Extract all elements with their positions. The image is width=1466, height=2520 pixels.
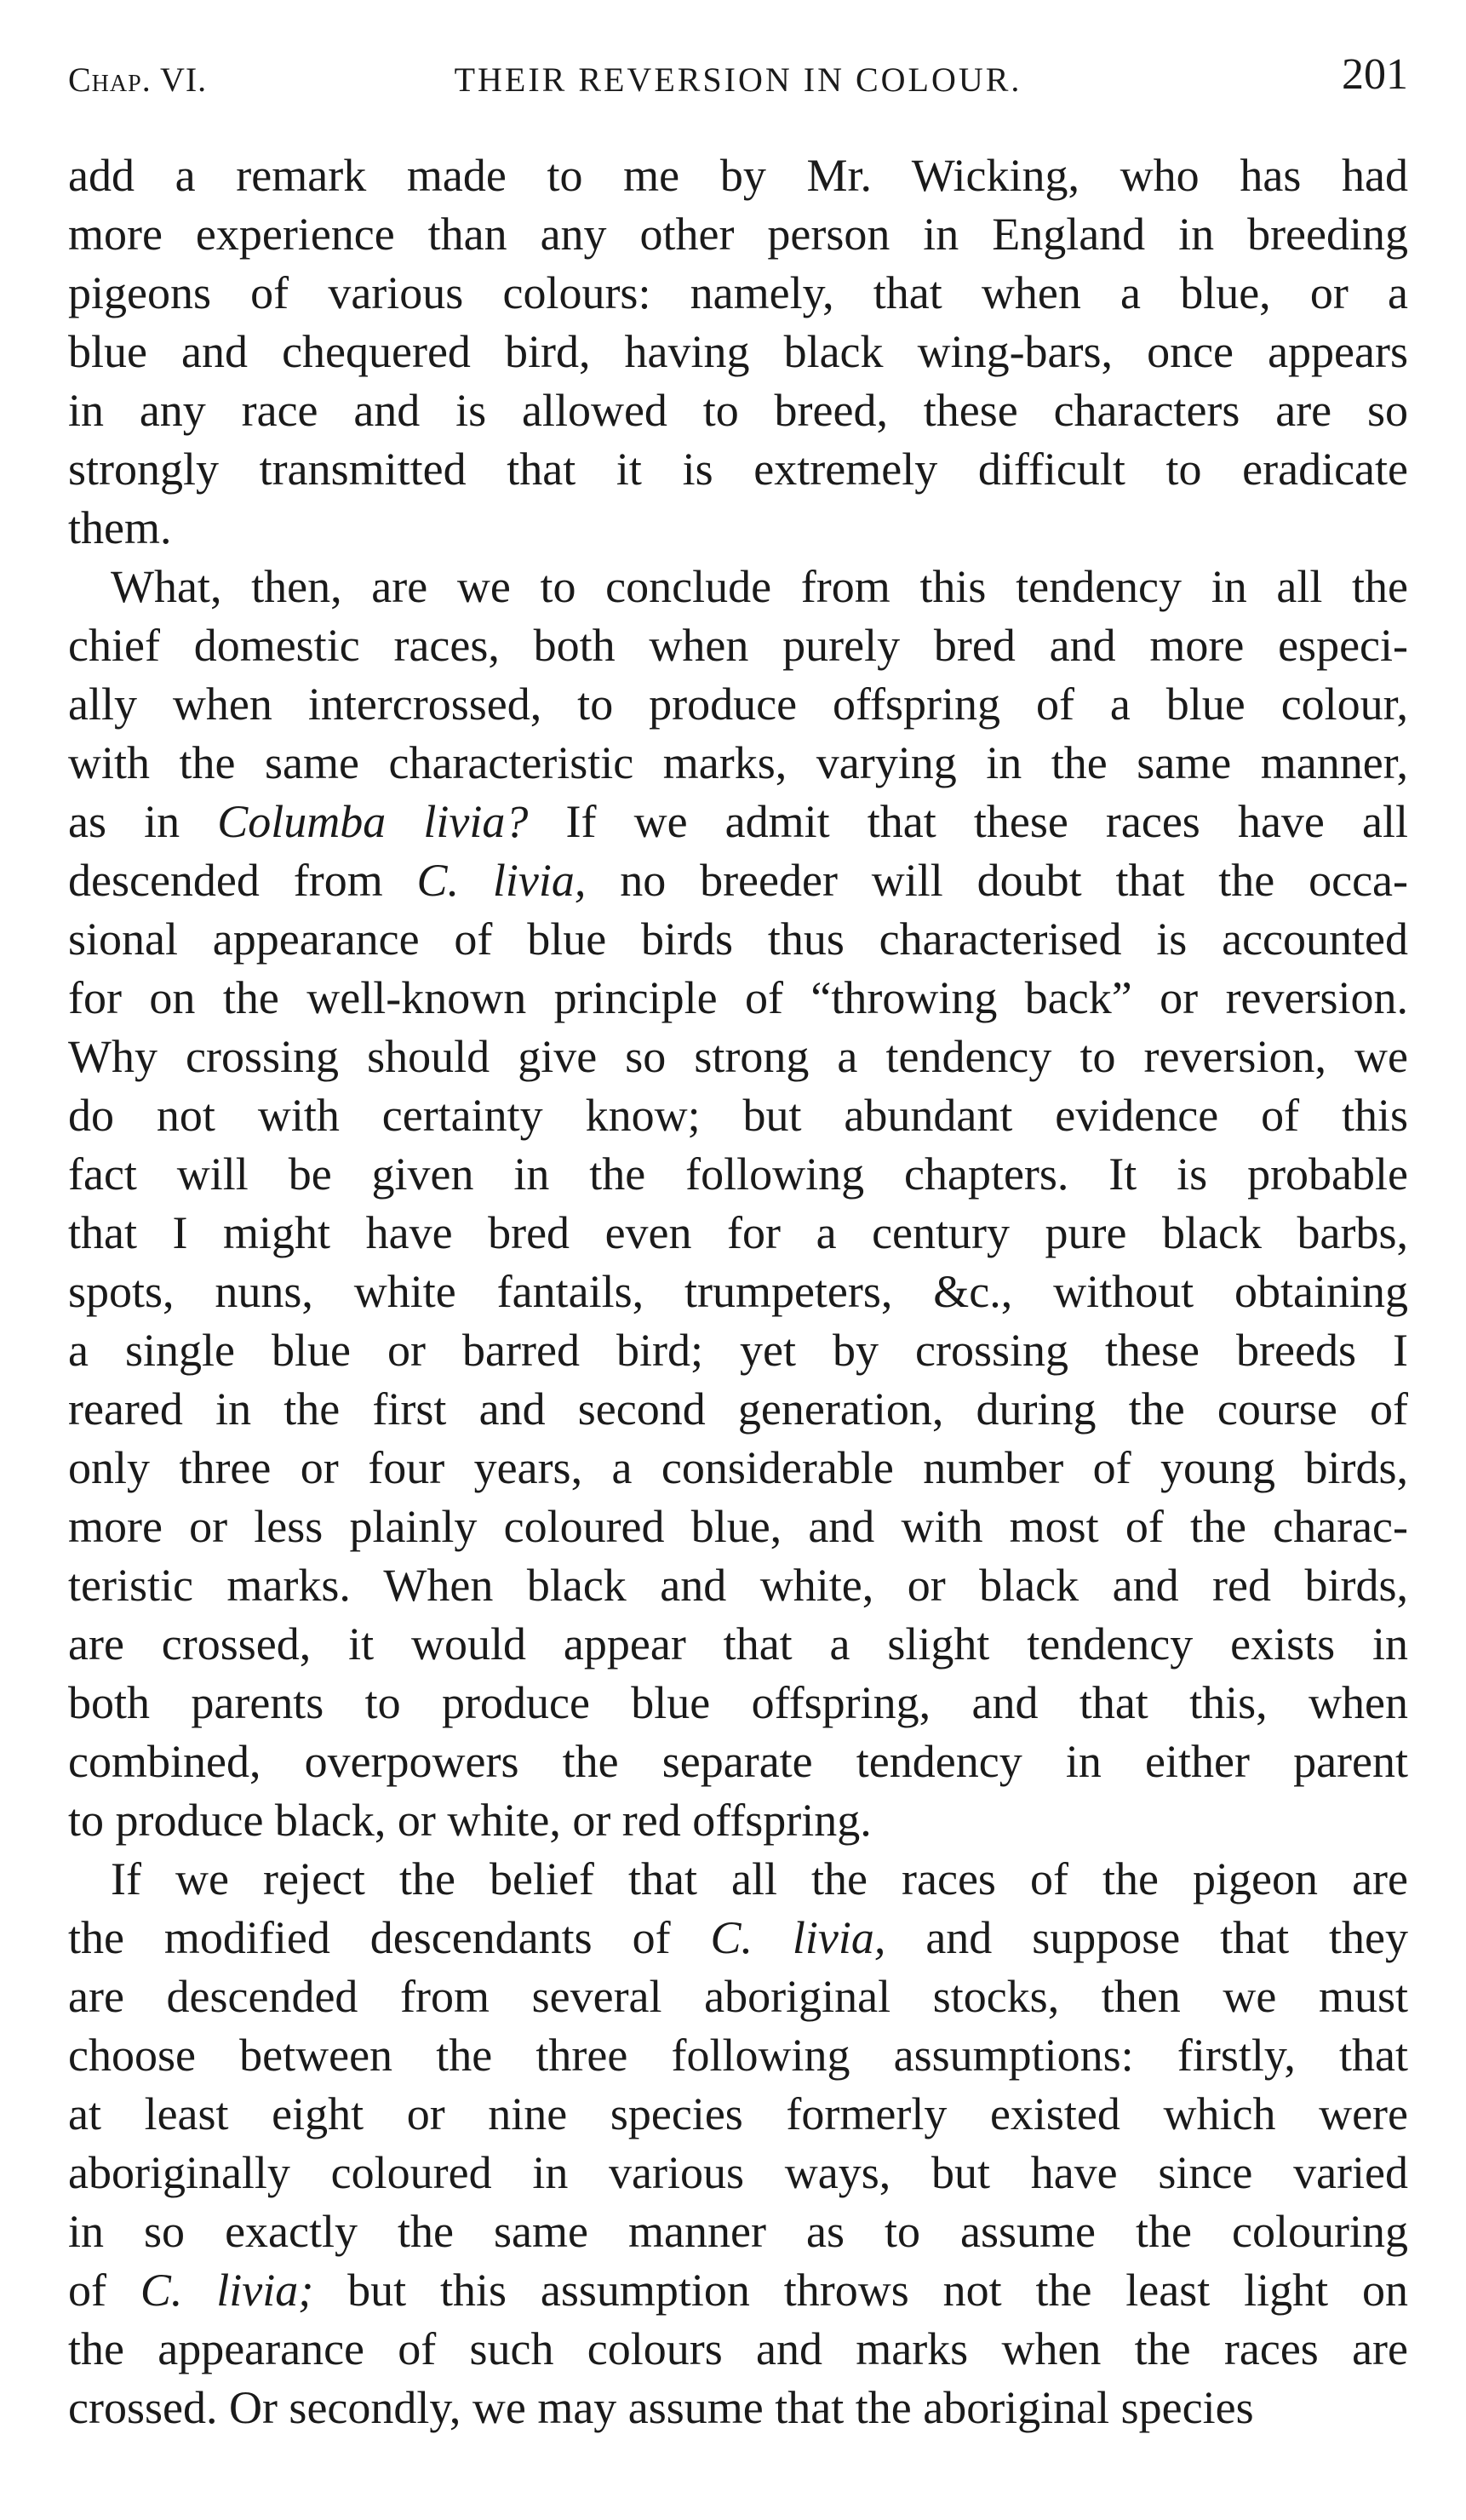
text-run: If we admit that these races have all <box>528 796 1408 847</box>
text-line <box>68 1380 1408 1439</box>
paragraph <box>68 146 1408 558</box>
text-run: are descended from several aboriginal stocks, then we must <box>68 1971 1408 2022</box>
text-run: only three or four years, a considerable number of young birds, <box>68 1442 1408 1493</box>
paragraph <box>68 1850 1408 2437</box>
text-line <box>68 1732 1408 1791</box>
text-line <box>68 2379 1408 2437</box>
text-line <box>68 440 1408 499</box>
page-header <box>68 49 1408 109</box>
text-run: in any race and is allowed to breed, these characters are so <box>68 385 1408 436</box>
text-line <box>68 205 1408 264</box>
paragraph <box>68 558 1408 1850</box>
text-line <box>68 2261 1408 2320</box>
text-run: fact will be given in the following chapters. It is probable <box>68 1148 1408 1200</box>
text-line <box>68 793 1408 851</box>
text-run: as in <box>68 796 218 847</box>
text-run: for on the well-known principle of “throwing back” or reversion. <box>68 972 1408 1023</box>
text-line <box>68 734 1408 793</box>
text-run: in so exactly the same manner as to assume the colouring <box>68 2206 1408 2257</box>
text-run: chief domestic races, both when purely bred and more especi- <box>68 620 1408 671</box>
text-run: teristic marks. When black and white, or black and red birds, <box>68 1560 1408 1611</box>
text-line <box>68 910 1408 969</box>
italic-text: C. livia; <box>140 2265 314 2316</box>
text-line <box>68 1028 1408 1086</box>
text-run: add a remark made to me by Mr. Wicking, who has had <box>68 150 1408 201</box>
text-run: with the same characteristic marks, varying in the same manner, <box>68 737 1408 788</box>
text-run: choose between the three following assumptions: firstly, that <box>68 2030 1408 2081</box>
text-run: strongly transmitted that it is extremely difficult to eradicate <box>68 444 1408 495</box>
text-line <box>68 2320 1408 2379</box>
text-run: reared in the first and second generation, during the course of <box>68 1383 1408 1435</box>
text-run: to produce black, or white, or red offspring. <box>68 1795 872 1846</box>
text-run: more experience than any other person in England in breeding <box>68 209 1408 260</box>
text-run: at least eight or nine species formerly existed which were <box>68 2088 1408 2139</box>
text-line <box>68 969 1408 1028</box>
text-line <box>68 323 1408 381</box>
text-run: both parents to produce blue offspring, and that this, when <box>68 1677 1408 1728</box>
text-line <box>68 1967 1408 2026</box>
text-line <box>68 1145 1408 1204</box>
running-title: THEIR REVERSION IN COLOUR. <box>454 60 1022 99</box>
text-line <box>68 1850 1408 1909</box>
text-run: them. <box>68 502 172 553</box>
text-run: What, then, are we to conclude from this tendency in all the <box>111 561 1408 612</box>
text-line <box>68 1086 1408 1145</box>
text-line <box>68 2026 1408 2085</box>
chapter-label: Chap. VI. <box>68 60 208 99</box>
text-line <box>68 2085 1408 2144</box>
page-number: 201 <box>1342 50 1408 99</box>
text-run: are crossed, it would appear that a slight tendency exists in <box>68 1618 1408 1670</box>
text-run: of <box>68 2265 140 2316</box>
italic-text: C. livia, <box>416 855 587 906</box>
text-run: a single blue or barred bird; yet by crossing these breeds I <box>68 1325 1408 1376</box>
text-run: the appearance of such colours and marks when the races are <box>68 2323 1408 2374</box>
text-run: but this assumption throws not the least light on <box>313 2265 1408 2316</box>
text-line <box>68 1615 1408 1674</box>
text-line <box>68 1556 1408 1615</box>
text-line <box>68 146 1408 205</box>
italic-text: C. livia, <box>710 1912 886 1963</box>
text-line <box>68 1674 1408 1732</box>
text-run: do not with certainty know; but abundant evidence of this <box>68 1090 1408 1141</box>
text-line <box>68 499 1408 558</box>
text-line <box>68 2144 1408 2202</box>
text-run: ally when intercrossed, to produce offspring of a blue colour, <box>68 679 1408 730</box>
text-run: that I might have bred even for a century pure black barbs, <box>68 1207 1408 1258</box>
text-line <box>68 616 1408 675</box>
text-line <box>68 1321 1408 1380</box>
text-run: sional appearance of blue birds thus characterised is accounted <box>68 914 1408 965</box>
text-run: descended from <box>68 855 417 906</box>
text-line <box>68 381 1408 440</box>
text-run: the modified descendants of <box>68 1912 711 1963</box>
text-run: spots, nuns, white fantails, trumpeters, &c., without obtaining <box>68 1266 1408 1317</box>
text-line <box>68 1909 1408 1967</box>
text-line <box>68 1791 1408 1850</box>
text-run: blue and chequered bird, having black wing-bars, once appears <box>68 326 1408 377</box>
text-run: no breeder will doubt that the occa- <box>586 855 1408 906</box>
text-line <box>68 558 1408 616</box>
text-run: and suppose that they <box>885 1912 1408 1963</box>
body-text <box>68 146 1408 2479</box>
text-run: combined, overpowers the separate tendency in either parent <box>68 1736 1408 1787</box>
italic-text: Columba livia? <box>217 796 529 847</box>
text-line <box>68 2202 1408 2261</box>
text-line <box>68 1498 1408 1556</box>
text-run: Why crossing should give so strong a tendency to reversion, we <box>68 1031 1408 1082</box>
text-run: If we reject the belief that all the races of the pigeon are <box>111 1853 1408 1904</box>
text-run: pigeons of various colours: namely, that when a blue, or a <box>68 267 1408 318</box>
text-run: crossed. Or secondly, we may assume that the aboriginal species <box>68 2382 1254 2433</box>
text-line <box>68 1204 1408 1263</box>
text-line <box>68 675 1408 734</box>
text-line <box>68 1439 1408 1498</box>
text-line <box>68 264 1408 323</box>
text-line <box>68 1263 1408 1321</box>
text-line <box>68 851 1408 910</box>
text-run: more or less plainly coloured blue, and with most of the charac- <box>68 1501 1408 1552</box>
text-run: aboriginally coloured in various ways, but have since varied <box>68 2147 1408 2198</box>
